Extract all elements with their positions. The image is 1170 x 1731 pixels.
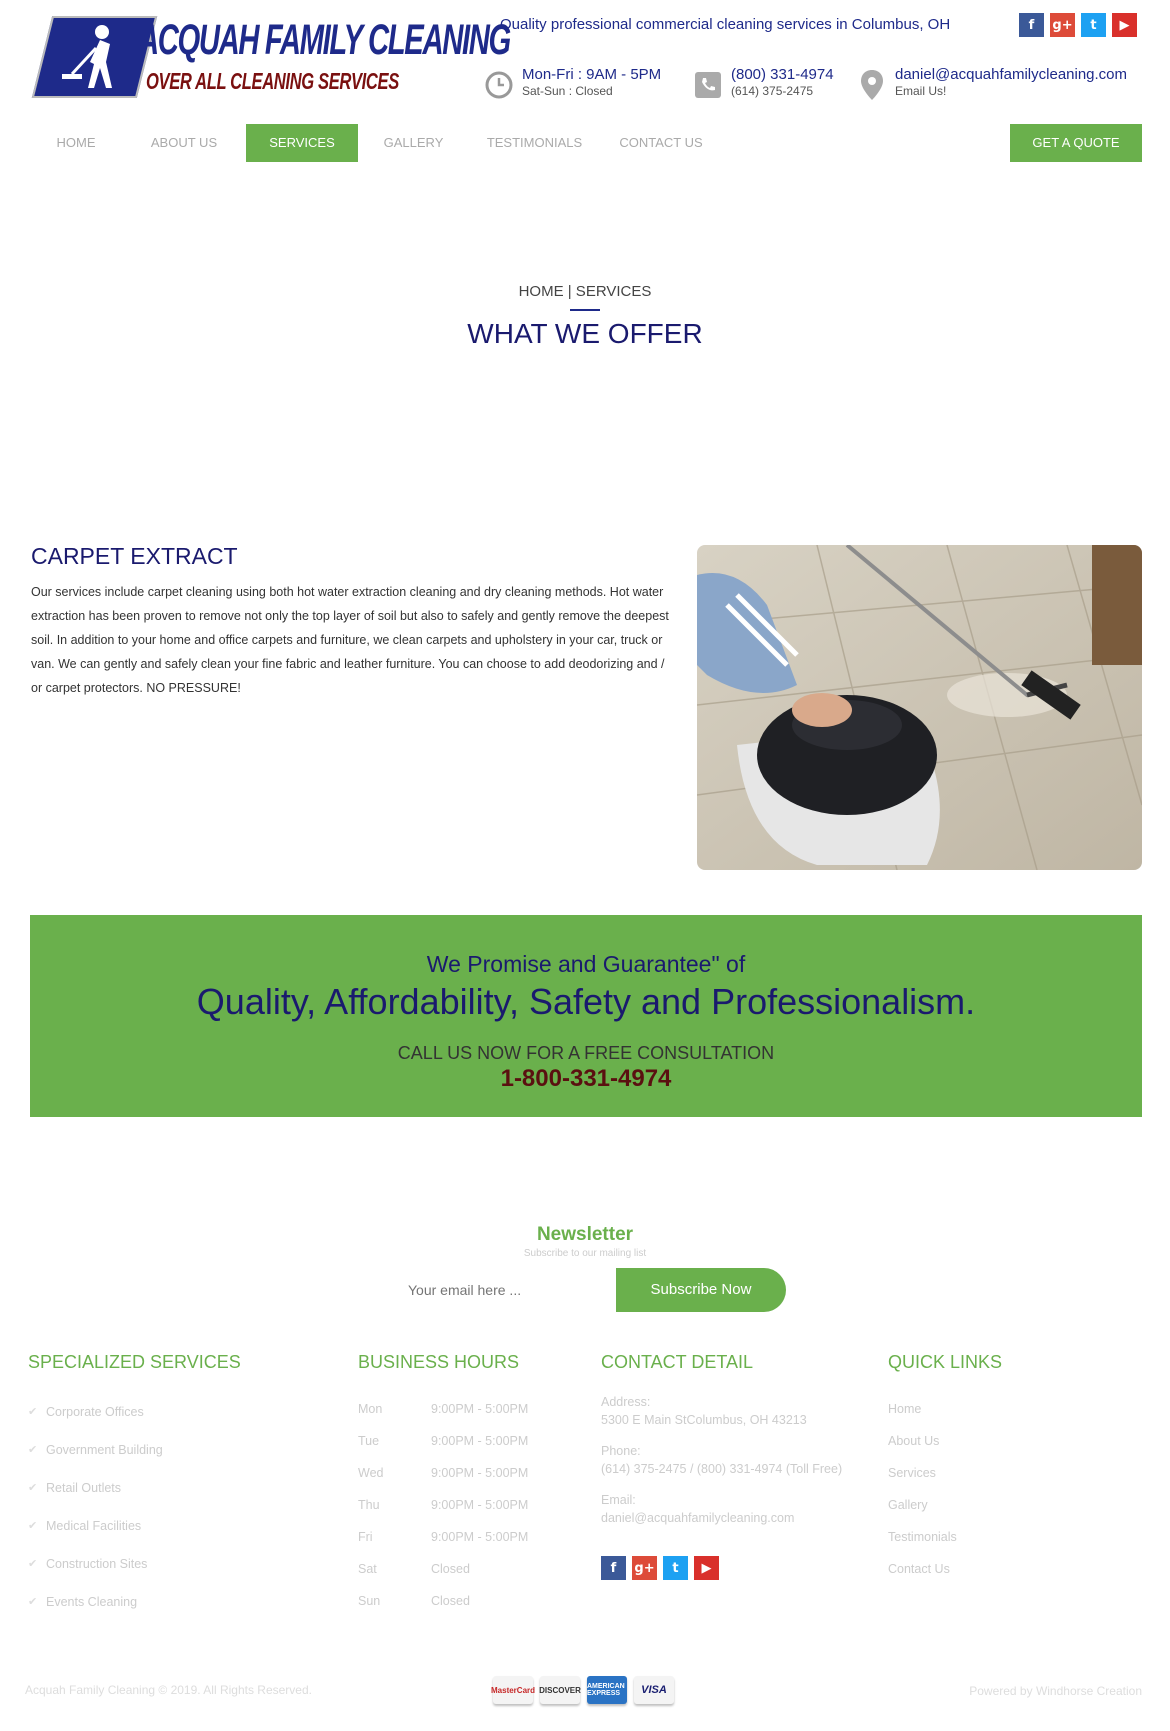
get-a-quote-button[interactable]: GET A QUOTE [1010, 124, 1142, 162]
hours-day: Mon [358, 1402, 383, 1416]
footer-social-links [601, 1556, 719, 1580]
page-title: WHAT WE OFFER [467, 318, 703, 349]
phone-secondary[interactable]: (614) 375-2475 [731, 84, 814, 98]
subscribe-button[interactable]: Subscribe Now [616, 1268, 786, 1312]
check-icon: ✔ [28, 1596, 38, 1608]
nav-testimonials[interactable]: TESTIMONIALS [486, 135, 583, 150]
footer-links-heading: QUICK LINKS [888, 1352, 1003, 1372]
check-icon: ✔ [28, 1406, 38, 1418]
address-label: Address: [601, 1395, 651, 1409]
payment-cards [493, 1676, 674, 1704]
quick-link-testimonials[interactable]: Testimonials [888, 1530, 957, 1544]
hours-time: 9:00PM - 5:00PM [431, 1466, 529, 1480]
service-list-item [28, 1431, 328, 1469]
visa-icon: VISA [634, 1676, 674, 1704]
hours-time: Closed [431, 1562, 470, 1576]
service-list-item [28, 1469, 328, 1507]
hours-row [358, 1585, 598, 1617]
twitter-icon[interactable]: t [663, 1556, 688, 1580]
nav-services[interactable]: SERVICES [246, 124, 358, 162]
hours-time: 9:00PM - 5:00PM [431, 1498, 529, 1512]
service-name: Government Building [46, 1443, 163, 1457]
address-value: 5300 E Main StColumbus, OH 43213 [601, 1413, 807, 1427]
service-list-item [28, 1545, 328, 1583]
phone-icon [693, 70, 723, 100]
footer-contact-heading: CONTACT DETAIL [601, 1352, 754, 1372]
breadcrumb[interactable]: HOME | SERVICES [518, 283, 652, 300]
hours-day: Sun [358, 1594, 381, 1608]
google-plus-icon[interactable]: g+ [632, 1556, 657, 1580]
newsletter-title: Newsletter [536, 1224, 634, 1245]
phone-primary[interactable]: (800) 331-4974 [731, 66, 834, 83]
service-list-item [28, 1583, 328, 1621]
check-icon: ✔ [28, 1444, 38, 1456]
footer-specialized-services [28, 1352, 328, 1621]
cleaner-figure-icon [60, 22, 130, 94]
hours-row [358, 1521, 598, 1553]
phone-label: Phone: [601, 1444, 641, 1458]
check-icon: ✔ [28, 1558, 38, 1570]
header-phone [693, 66, 834, 100]
service-name: Events Cleaning [46, 1595, 138, 1609]
nav-contact-us[interactable]: CONTACT US [619, 135, 703, 150]
facebook-icon[interactable]: f [601, 1556, 626, 1580]
service-name: Construction Sites [46, 1557, 148, 1571]
nav-about-us[interactable]: ABOUT US [150, 135, 218, 150]
header-hours [484, 66, 661, 100]
twitter-icon[interactable]: t [1081, 13, 1106, 37]
logo-subtitle: OVER ALL CLEANING SERVICES [146, 68, 399, 94]
youtube-icon[interactable]: ▶ [1112, 13, 1137, 37]
consultation-text: CALL US NOW FOR A FREE CONSULTATION [397, 1043, 775, 1063]
footer-services-heading: SPECIALIZED SERVICES [28, 1352, 241, 1372]
hours-day: Wed [358, 1466, 384, 1480]
powered-by-text[interactable]: Powered by Windhorse Creation [969, 1684, 1142, 1698]
email-label: Email: [601, 1493, 636, 1507]
discover-icon: DISCOVER [540, 1676, 580, 1704]
hours-time: Closed [431, 1594, 470, 1608]
hours-time: 9:00PM - 5:00PM [431, 1434, 529, 1448]
main-nav [30, 124, 722, 162]
service-list-item [28, 1507, 328, 1545]
facebook-icon[interactable]: f [1019, 13, 1044, 37]
service-name: Medical Facilities [46, 1519, 142, 1533]
hours-row [358, 1425, 598, 1457]
quick-link-about-us[interactable]: About Us [888, 1434, 940, 1448]
copyright-text: Acquah Family Cleaning © 2019. All Rights Reserved. [25, 1683, 312, 1697]
hours-day: Fri [358, 1530, 373, 1544]
hours-row [358, 1393, 598, 1425]
email-address[interactable]: daniel@acquahfamilycleaning.com [895, 66, 1128, 83]
hours-day: Thu [358, 1498, 380, 1512]
footer-contact-detail [601, 1352, 871, 1540]
youtube-icon[interactable]: ▶ [694, 1556, 719, 1580]
hours-weekday: Mon-Fri : 9AM - 5PM [522, 66, 662, 83]
service-description: Our services include carpet cleaning using both hot water extraction cleaning and dry cleaning methods. Hot water extraction has been proven to remove not only the top layer of soil but also to safely and gently remove the deepest soil. In addition to your home and office carpets and furniture, we clean carpets and upholstery in your car, truck or van. We can gently and safely clean your fine fabric and leather furniture. You can choose to add deodorizing and / or carpet protectors. NO PRESSURE! [31, 585, 669, 695]
service-title: CARPET EXTRACT [31, 543, 238, 569]
mastercard-icon: MasterCard [493, 1676, 533, 1704]
nav-gallery[interactable]: GALLERY [383, 135, 444, 150]
hours-row [358, 1457, 598, 1489]
email-us-label[interactable]: Email Us! [895, 84, 947, 98]
check-icon: ✔ [28, 1520, 38, 1532]
newsletter-email-input[interactable] [400, 1268, 615, 1312]
clock-icon [484, 70, 514, 100]
check-icon: ✔ [28, 1482, 38, 1494]
newsletter-subtitle: Subscribe to our mailing list [523, 1248, 647, 1259]
breadcrumb-divider [570, 309, 600, 311]
quick-link-gallery[interactable]: Gallery [888, 1498, 928, 1512]
hours-day: Tue [358, 1434, 380, 1448]
email-value[interactable]: daniel@acquahfamilycleaning.com [601, 1511, 795, 1525]
guarantee-banner [30, 915, 1142, 1117]
hours-row [358, 1489, 598, 1521]
hours-weekend: Sat-Sun : Closed [522, 84, 613, 98]
hours-time: 9:00PM - 5:00PM [431, 1402, 529, 1416]
google-plus-icon[interactable]: g+ [1050, 13, 1075, 37]
guarantee-headline: Quality, Affordability, Safety and Professionalism. [196, 981, 976, 1022]
phone-value[interactable]: (614) 375-2475 / (800) 331-4974 (Toll Free) [601, 1462, 843, 1476]
quick-link-contact-us[interactable]: Contact Us [888, 1562, 950, 1576]
footer-business-hours [358, 1352, 598, 1617]
header-social-links [1019, 13, 1137, 37]
footer-quick-links [888, 1352, 1088, 1585]
hours-day: Sat [358, 1562, 377, 1576]
logo-title: ACQUAH FAMILY CLEANING [138, 16, 510, 64]
site-logo[interactable] [30, 16, 510, 100]
quick-link-services[interactable]: Services [888, 1466, 936, 1480]
header-tagline: Quality professional commercial cleaning services in Columbus, OH [500, 16, 951, 33]
consultation-phone[interactable]: 1-800-331-4974 [500, 1065, 672, 1092]
location-pin-icon [857, 70, 887, 100]
footer-hours-heading: BUSINESS HOURS [358, 1352, 520, 1372]
american-express-icon: AMERICAN EXPRESS [587, 1676, 627, 1704]
carpet-extract-photo [697, 545, 1142, 870]
quick-link-home[interactable]: Home [888, 1402, 922, 1416]
nav-home[interactable]: HOME [56, 135, 96, 150]
header-email [857, 66, 1127, 100]
hours-row [358, 1553, 598, 1585]
service-list-item [28, 1393, 328, 1431]
service-name: Retail Outlets [46, 1481, 122, 1495]
service-name: Corporate Offices [46, 1405, 144, 1419]
hours-time: 9:00PM - 5:00PM [431, 1530, 529, 1544]
guarantee-intro: We Promise and Guarantee" of [426, 951, 746, 977]
